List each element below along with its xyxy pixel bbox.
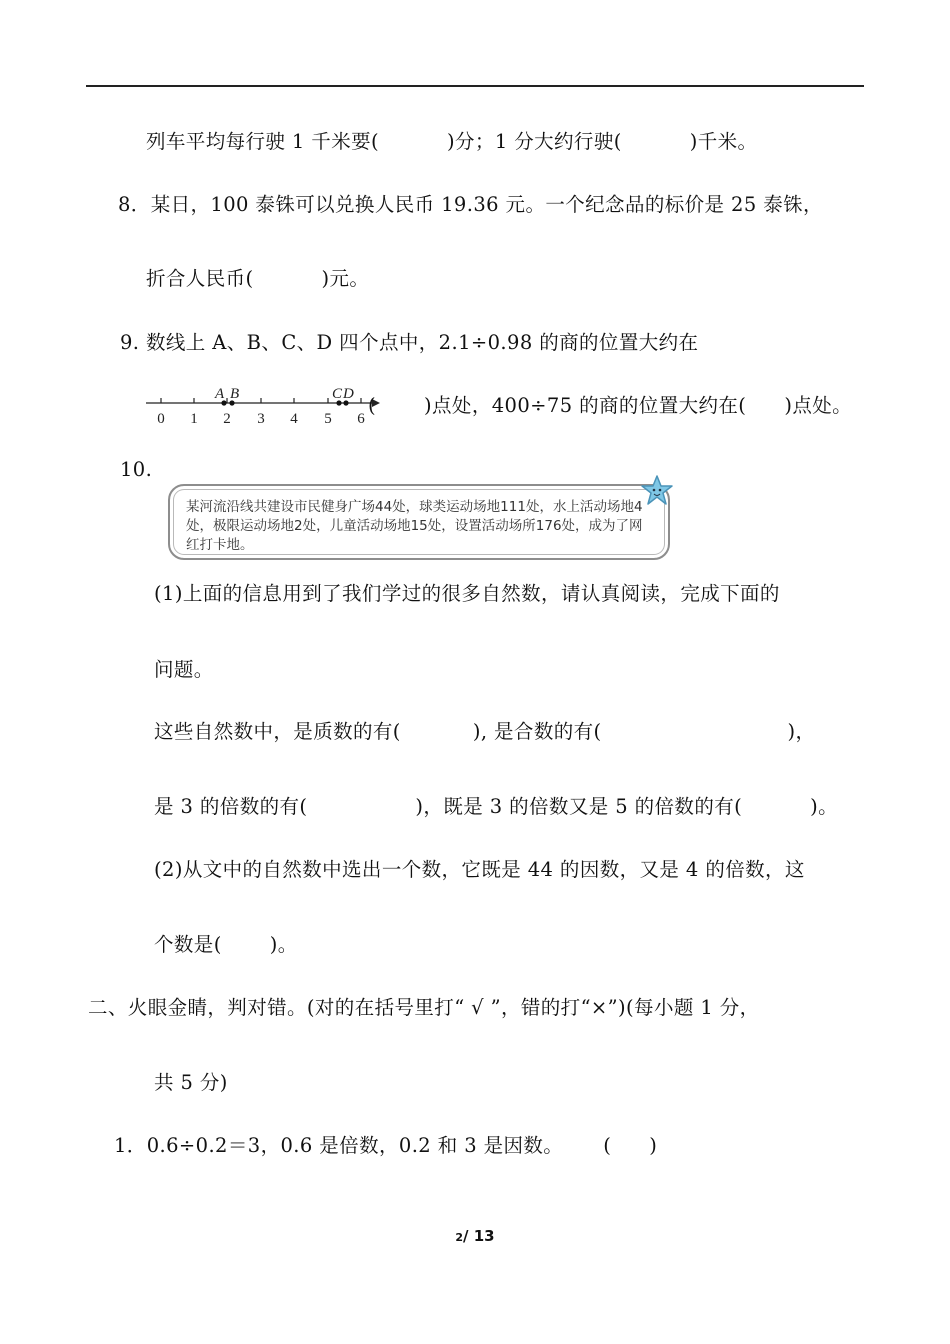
- info-box: [168, 484, 670, 560]
- tick-4: 4: [290, 411, 298, 427]
- label-b: B: [230, 386, 240, 402]
- info-text: 某河流沿线共建设市民健身广场44处，球类运动场地111处，水上活动场地4处，极限运动场地2处，儿童活动场地15处，设置活动场所176处，成为了网红打卡地。: [186, 499, 643, 553]
- q9-answer-line: ( )点处，400÷75 的商的位置大约在( )点处。: [368, 394, 853, 417]
- tick-2: 2: [223, 411, 231, 427]
- tick-3: 3: [257, 411, 265, 427]
- q7-line: 列车平均每行驶 1 千米要( )分；1 分大约行驶( )千米。: [146, 130, 758, 153]
- q10-part2: (2)从文中的自然数中选出一个数，它既是 44 的因数，又是 4 的倍数，这: [154, 858, 805, 881]
- label-c: C: [332, 386, 343, 402]
- tick-6: 6: [357, 411, 365, 427]
- tick-5: 5: [324, 411, 332, 427]
- q10-part1-intro: (1)上面的信息用到了我们学过的很多自然数，请认真阅读，完成下面的: [154, 582, 780, 605]
- label-d: D: [343, 386, 354, 402]
- judge-bracket[interactable]: ( ): [603, 1134, 658, 1157]
- section2-title: 二、火眼金睛，判对错。(对的在括号里打“ √ ”，错的打“×”)(每小题 1 分，: [88, 996, 760, 1019]
- q8-answer-line: 折合人民币( )元。: [146, 267, 370, 290]
- q10-part1-intro-cont: 问题。: [154, 658, 214, 681]
- q10-part2-answer: 个数是( )。: [154, 933, 298, 956]
- q10-primes-composites: 这些自然数中，是质数的有( ), 是合数的有( )，: [154, 720, 816, 743]
- judge-item-1: 1．0.6÷0.2＝3，0.6 是倍数，0.2 和 3 是因数。 ( ): [114, 1134, 658, 1157]
- star-icon: [640, 474, 674, 506]
- page-number: 2/ 13: [455, 1227, 495, 1245]
- section2-title-cont: 共 5 分): [154, 1071, 228, 1094]
- label-a: A: [215, 386, 225, 402]
- tick-0: 0: [157, 411, 165, 427]
- tick-1: 1: [190, 411, 198, 427]
- q9-question: 9. 数线上 A、B、C、D 四个点中，2.1÷0.98 的商的位置大约在: [120, 331, 699, 354]
- q10-multiples: 是 3 的倍数的有( )，既是 3 的倍数又是 5 的倍数的有( )。: [154, 795, 839, 818]
- header-rule: [86, 85, 864, 87]
- number-line: [144, 385, 384, 429]
- q8-question: 8．某日，100 泰铢可以兑换人民币 19.36 元。一个纪念品的标价是 25 泰铢，: [118, 193, 823, 216]
- q10-number: 10.: [120, 458, 153, 481]
